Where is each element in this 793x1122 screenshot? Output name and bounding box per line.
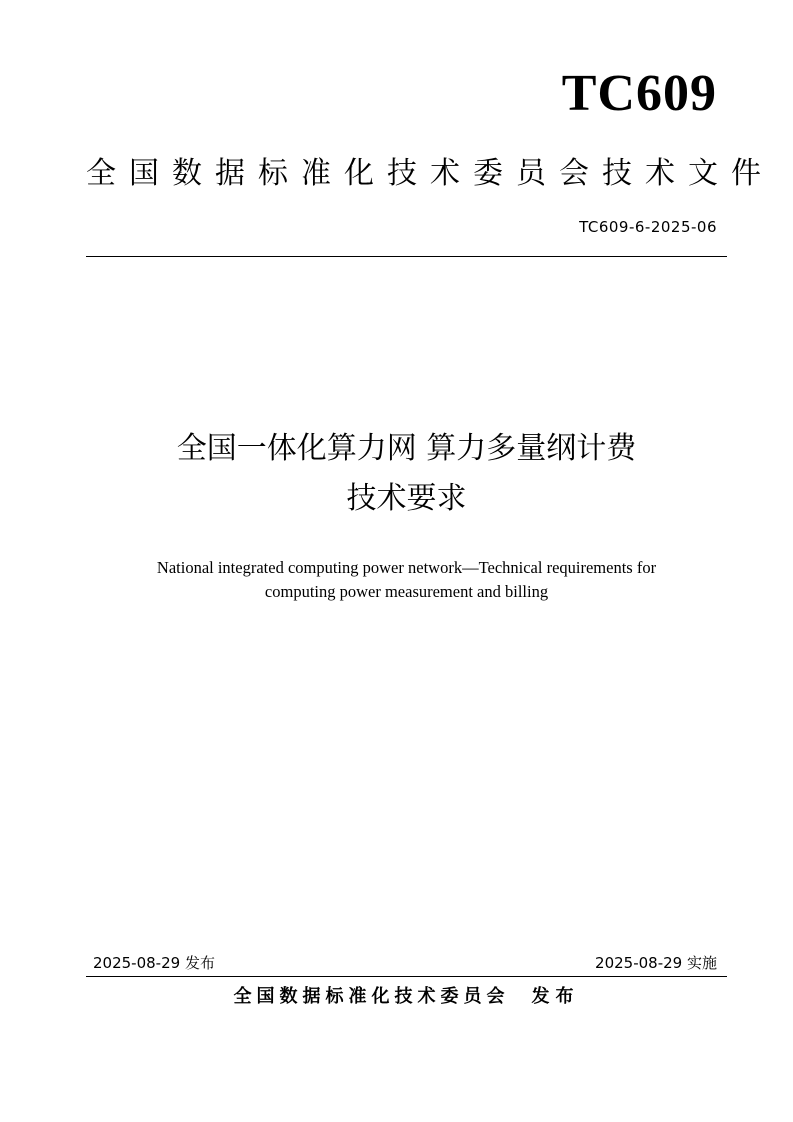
english-title [86, 556, 727, 604]
chinese-title-line-2: 技术要求 [346, 481, 467, 516]
issue-date: 2025-08-29 发布 [93, 954, 215, 972]
english-title-line-1: National integrated computing power network—Technical requirements for [156, 558, 657, 577]
publisher-line [86, 985, 727, 1009]
publish-action: 发布 [531, 986, 580, 1007]
footer-divider [86, 976, 727, 977]
header-divider [86, 256, 727, 257]
chinese-title [86, 424, 727, 524]
english-title-line-2: computing power measurement and billing [264, 582, 549, 601]
publisher-name: 全国数据标准化技术委员会 [233, 986, 510, 1007]
implementation-date: 2025-08-29 实施 [595, 954, 717, 972]
chinese-title-line-1: 全国一体化算力网 算力多量纲计费 [176, 431, 637, 466]
document-classification: 全国数据标准化技术委员会技术文件 [86, 156, 774, 191]
committee-code: TC609 [561, 65, 717, 122]
document-number: TC609-6-2025-06 [579, 218, 717, 236]
